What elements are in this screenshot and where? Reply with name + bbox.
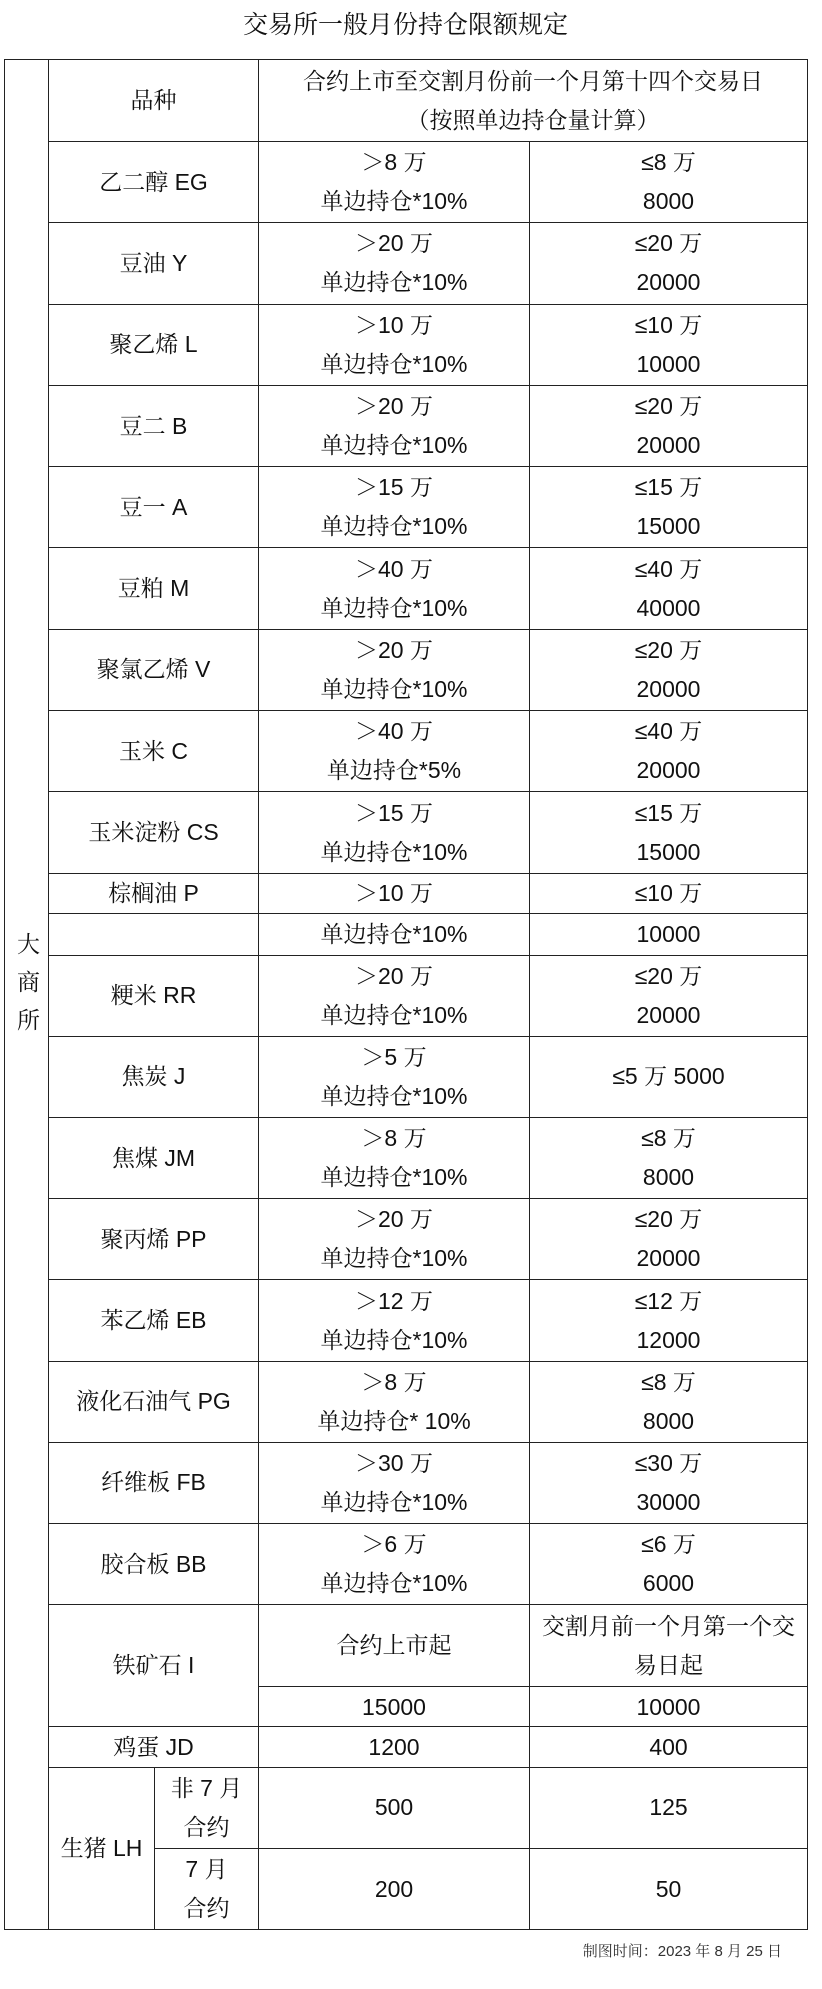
threshold-below: ≤20 万 xyxy=(634,230,703,257)
table-row xyxy=(5,1036,808,1117)
limit-value: 1200 xyxy=(259,1727,530,1767)
limit-value: 10000 xyxy=(530,914,808,956)
table-row xyxy=(5,1523,808,1604)
threshold-above: ＞8 万 xyxy=(361,1368,427,1395)
above-threshold-cell xyxy=(259,711,530,792)
limit-ratio: 单边持仓*10% xyxy=(320,513,468,540)
above-threshold-cell xyxy=(259,1442,530,1523)
limit-ratio: 单边持仓* 10% xyxy=(317,1407,471,1434)
table-row xyxy=(5,1767,808,1848)
threshold-below: ≤10 万 xyxy=(530,873,808,913)
threshold-below: ≤20 万 xyxy=(634,393,703,420)
below-threshold-cell xyxy=(530,142,808,223)
product-cell: 纤维板 FB xyxy=(49,1442,259,1523)
threshold-above: ＞6 万 xyxy=(361,1531,427,1558)
below-threshold-cell xyxy=(530,1280,808,1361)
exchange-cell xyxy=(5,60,49,1930)
threshold-below: ≤8 万 xyxy=(641,1125,696,1152)
above-threshold-cell xyxy=(259,385,530,466)
limit-ratio: 单边持仓*10% xyxy=(320,188,468,215)
threshold-above: ＞40 万 xyxy=(355,555,433,582)
product-cell: 焦炭 J xyxy=(49,1036,259,1117)
table-row xyxy=(5,385,808,466)
product-cell: 胶合板 BB xyxy=(49,1523,259,1604)
chart-date-note: 制图时间：2023 年 8 月 25 日 xyxy=(582,1943,782,1960)
product-cell: 聚氯乙烯 V xyxy=(49,629,259,710)
limit-ratio: 单边持仓*10% xyxy=(320,1488,468,1515)
above-threshold-cell xyxy=(259,1199,530,1280)
threshold-above: ＞8 万 xyxy=(361,149,427,176)
threshold-above: ＞20 万 xyxy=(355,393,433,420)
product-cell: 豆粕 M xyxy=(49,548,259,629)
limit-value: 12000 xyxy=(636,1326,701,1353)
product-cell: 乙二醇 EG xyxy=(49,142,259,223)
limit-ratio: 单边持仓*10% xyxy=(320,1326,468,1353)
product-cell: 液化石油气 PG xyxy=(49,1361,259,1442)
limit-ratio: 单边持仓*5% xyxy=(326,757,462,784)
page-title: 交易所一般月份持仓限额规定 xyxy=(242,11,568,39)
below-threshold-cell xyxy=(530,223,808,304)
table-row xyxy=(5,629,808,710)
limit-ratio: 单边持仓*10% xyxy=(320,1164,468,1191)
table-row xyxy=(5,548,808,629)
above-threshold-cell xyxy=(259,467,530,548)
table-row xyxy=(5,1605,808,1687)
below-threshold-cell xyxy=(530,1361,808,1442)
limit-value: 15000 xyxy=(636,838,701,865)
limit-ratio: 单边持仓*10% xyxy=(320,269,468,296)
limit-ratio: 单边持仓*10% xyxy=(320,594,468,621)
product-cell: 豆一 A xyxy=(49,467,259,548)
below-threshold-cell xyxy=(530,1036,808,1117)
header-period-line: 合约上市至交割月份前一个月第十四个交易日 xyxy=(303,67,763,94)
above-threshold-cell xyxy=(259,304,530,385)
header-product: 品种 xyxy=(49,60,259,142)
threshold-above: ＞15 万 xyxy=(355,799,433,826)
position-limit-table xyxy=(4,59,808,1930)
limit-value: 10000 xyxy=(636,350,701,377)
above-threshold-cell xyxy=(259,1036,530,1117)
above-threshold-cell xyxy=(259,629,530,710)
below-threshold-cell xyxy=(530,385,808,466)
threshold-above: ＞5 万 xyxy=(361,1043,427,1070)
above-threshold-cell xyxy=(259,1361,530,1442)
threshold-below: ≤15 万 xyxy=(634,474,703,501)
threshold-below: ≤15 万 xyxy=(634,799,703,826)
limit-value: 6000 xyxy=(642,1570,695,1597)
limit-ratio: 单边持仓*10% xyxy=(320,350,468,377)
table-row xyxy=(5,1727,808,1767)
product-cell: 生猪 LH xyxy=(49,1767,155,1930)
product-cell: 苯乙烯 EB xyxy=(49,1280,259,1361)
threshold-above: ＞15 万 xyxy=(355,474,433,501)
threshold-above: ＞20 万 xyxy=(355,636,433,663)
below-threshold-cell xyxy=(530,548,808,629)
threshold-below: ≤20 万 xyxy=(634,636,703,663)
threshold-below: ≤5 万 5000 xyxy=(612,1063,725,1090)
table-row xyxy=(5,914,808,956)
limit-value: 20000 xyxy=(636,269,701,296)
limit-value: 400 xyxy=(530,1727,808,1767)
product-cell: 焦煤 JM xyxy=(49,1118,259,1199)
limit-value: 15000 xyxy=(259,1687,530,1727)
threshold-above: ＞20 万 xyxy=(355,1206,433,1233)
product-cell: 棕榈油 P xyxy=(49,873,259,913)
product-cell: 粳米 RR xyxy=(49,955,259,1036)
above-threshold-cell xyxy=(259,223,530,304)
above-threshold-cell xyxy=(259,548,530,629)
table-row xyxy=(5,955,808,1036)
below-threshold-cell xyxy=(530,1199,808,1280)
table-row xyxy=(5,304,808,385)
limit-ratio: 单边持仓*10% xyxy=(320,675,468,702)
product-cell: 玉米淀粉 CS xyxy=(49,792,259,873)
above-threshold-cell xyxy=(259,792,530,873)
below-threshold-cell xyxy=(530,711,808,792)
threshold-below: ≤30 万 xyxy=(634,1449,703,1476)
limit-value: 20000 xyxy=(636,1245,701,1272)
contract-type-line: 非 7 月 xyxy=(170,1774,243,1801)
limit-ratio: 单边持仓*10% xyxy=(320,1001,468,1028)
below-threshold-cell xyxy=(530,629,808,710)
limit-value: 50 xyxy=(530,1849,808,1930)
above-threshold-cell xyxy=(259,1523,530,1604)
table-row xyxy=(5,1199,808,1280)
limit-value: 20000 xyxy=(636,1001,701,1028)
product-cell: 铁矿石 I xyxy=(49,1605,259,1727)
limit-value: 20000 xyxy=(636,757,701,784)
above-threshold-cell xyxy=(259,1118,530,1199)
product-cell: 鸡蛋 JD xyxy=(49,1727,259,1767)
product-cell: 聚乙烯 L xyxy=(49,304,259,385)
table-row xyxy=(5,1118,808,1199)
threshold-above: ＞8 万 xyxy=(361,1125,427,1152)
above-threshold-cell xyxy=(259,1280,530,1361)
threshold-below: ≤8 万 xyxy=(641,1368,696,1395)
threshold-below: ≤40 万 xyxy=(634,555,703,582)
limit-value: 125 xyxy=(530,1767,808,1848)
contract-type-cell xyxy=(155,1767,259,1848)
threshold-above: ＞40 万 xyxy=(355,718,433,745)
exchange-label: 大商所 xyxy=(14,931,40,1046)
table-row xyxy=(5,1442,808,1523)
header-period-note: （按照单边持仓量计算） xyxy=(406,106,660,133)
table-row xyxy=(5,711,808,792)
threshold-above: ＞20 万 xyxy=(355,230,433,257)
contract-type-line: 合约 xyxy=(183,1813,230,1840)
limit-value: 200 xyxy=(259,1849,530,1930)
limit-value: 20000 xyxy=(636,675,701,702)
product-cell: 聚丙烯 PP xyxy=(49,1199,259,1280)
product-cell: 豆二 B xyxy=(49,385,259,466)
above-threshold-cell xyxy=(259,955,530,1036)
threshold-below: ≤20 万 xyxy=(634,962,703,989)
threshold-below: ≤6 万 xyxy=(641,1531,696,1558)
limit-value: 40000 xyxy=(636,594,701,621)
table-row xyxy=(5,142,808,223)
threshold-below: ≤12 万 xyxy=(634,1287,703,1314)
contract-type-line: 7 月 xyxy=(185,1856,228,1883)
header-period xyxy=(259,60,808,142)
limit-value: 8000 xyxy=(642,1164,695,1191)
from-listing-header: 合约上市起 xyxy=(259,1605,530,1687)
below-threshold-cell xyxy=(530,467,808,548)
contract-type-cell xyxy=(155,1849,259,1930)
product-cell: 豆油 Y xyxy=(49,223,259,304)
limit-value: 8000 xyxy=(642,1407,695,1434)
limit-ratio: 单边持仓*10% xyxy=(259,914,530,956)
limit-ratio: 单边持仓*10% xyxy=(320,838,468,865)
table-row xyxy=(5,1361,808,1442)
from-delivery-prev-month-header xyxy=(530,1605,808,1687)
limit-ratio: 单边持仓*10% xyxy=(320,1082,468,1109)
below-threshold-cell xyxy=(530,1523,808,1604)
limit-value: 8000 xyxy=(642,188,695,215)
table-row xyxy=(5,467,808,548)
table-row xyxy=(5,873,808,913)
table-row xyxy=(5,223,808,304)
limit-value: 500 xyxy=(259,1767,530,1848)
above-threshold-cell xyxy=(259,142,530,223)
threshold-below: ≤40 万 xyxy=(634,718,703,745)
below-threshold-cell xyxy=(530,1118,808,1199)
limit-ratio: 单边持仓*10% xyxy=(320,432,468,459)
from-delivery-prev-month-line: 交割月前一个月第一个交 xyxy=(542,1612,795,1639)
threshold-above: ＞12 万 xyxy=(355,1287,433,1314)
limit-value: 30000 xyxy=(636,1488,701,1515)
threshold-below: ≤20 万 xyxy=(634,1206,703,1233)
threshold-above: ＞10 万 xyxy=(355,311,433,338)
threshold-above: ＞30 万 xyxy=(355,1449,433,1476)
limit-value: 15000 xyxy=(636,513,701,540)
threshold-above: ＞20 万 xyxy=(355,962,433,989)
limit-ratio: 单边持仓*10% xyxy=(320,1570,468,1597)
below-threshold-cell xyxy=(530,304,808,385)
below-threshold-cell xyxy=(530,955,808,1036)
table-row xyxy=(5,792,808,873)
threshold-below: ≤10 万 xyxy=(634,311,703,338)
table-row xyxy=(5,1280,808,1361)
product-cell: 玉米 C xyxy=(49,711,259,792)
limit-ratio: 单边持仓*10% xyxy=(320,1245,468,1272)
threshold-above: ＞10 万 xyxy=(259,873,530,913)
threshold-below: ≤8 万 xyxy=(641,149,696,176)
contract-type-line: 合约 xyxy=(183,1895,230,1922)
product-cell-empty xyxy=(49,914,259,956)
below-threshold-cell xyxy=(530,792,808,873)
limit-value: 10000 xyxy=(530,1687,808,1727)
below-threshold-cell xyxy=(530,1442,808,1523)
header-row xyxy=(5,60,808,142)
limit-value: 20000 xyxy=(636,432,701,459)
from-delivery-prev-month-line: 易日起 xyxy=(634,1651,703,1678)
